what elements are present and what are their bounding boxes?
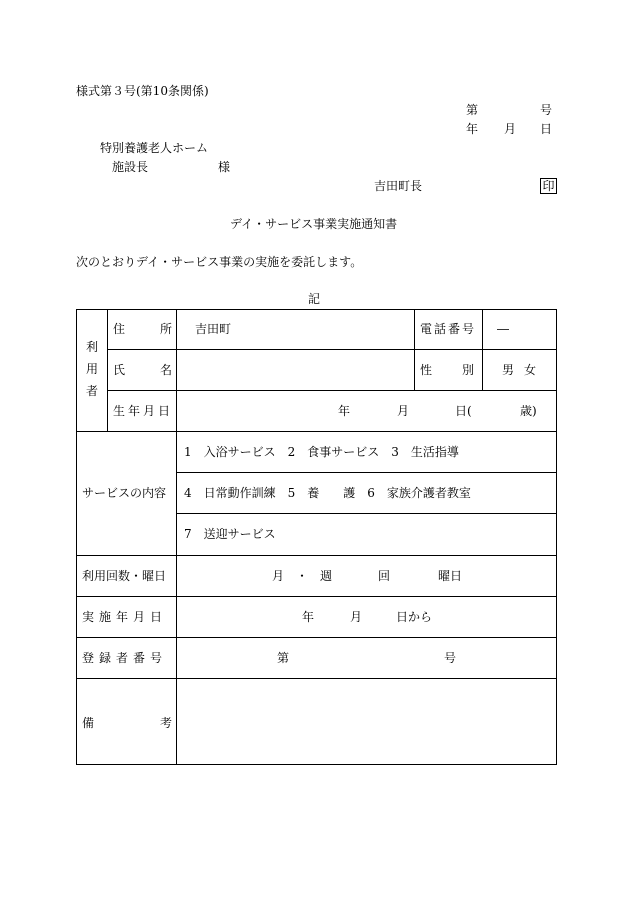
- usage-dot: ・: [296, 569, 309, 583]
- address-label-b: 所: [160, 322, 173, 336]
- birth-age: 歳): [520, 404, 537, 418]
- service-row-3: 7 送迎サービス: [184, 527, 276, 541]
- recipient-facility: 特別養護老人ホーム: [100, 141, 209, 155]
- phone-value: ―: [497, 322, 509, 336]
- form-number: 様式第３号(第10条関係): [76, 84, 209, 98]
- sex-label-a: 性: [420, 363, 433, 377]
- phone-label: 電話番号: [420, 322, 477, 336]
- name-label-b: 名: [160, 363, 173, 377]
- birth-label: 生年月日: [113, 404, 174, 418]
- birth-month: 月: [397, 404, 410, 418]
- address-value: 吉田町: [195, 322, 232, 336]
- usage-month: 月: [272, 569, 285, 583]
- date-month-label: 月: [504, 122, 517, 136]
- ki-label: 記: [308, 292, 321, 306]
- start-date-label: 実施年月日: [82, 610, 168, 624]
- usage-times: 回: [378, 569, 391, 583]
- form-table: [76, 309, 557, 765]
- document-title: デイ・サービス事業実施通知書: [230, 217, 398, 231]
- intro-text: 次のとおりデイ・サービス事業の実施を委託します。: [76, 255, 363, 269]
- user-group-label: 利 用 者: [85, 340, 98, 398]
- date-day-label: 日: [540, 122, 553, 136]
- start-day: 日から: [396, 610, 433, 624]
- doc-number-go: 号: [540, 103, 553, 117]
- address-label-a: 住: [113, 322, 126, 336]
- date-year-label: 年: [466, 122, 479, 136]
- service-row-2: 4 日常動作訓練 5 養 護 6 家族介護者教室: [184, 486, 471, 500]
- birth-day: 日(: [455, 404, 472, 418]
- recipient-honorific: 様: [218, 160, 231, 174]
- usage-weekday: 曜日: [438, 569, 463, 583]
- service-row-1: 1 入浴サービス 2 食事サービス 3 生活指導: [184, 445, 459, 459]
- start-month: 月: [350, 610, 363, 624]
- sender-name: 吉田町長: [374, 179, 423, 193]
- sex-option-male: 男: [502, 363, 515, 377]
- seal-mark: 印: [540, 178, 557, 194]
- name-label-a: 氏: [113, 363, 126, 377]
- usage-label: 利用回数・曜日: [82, 569, 167, 583]
- start-year: 年: [302, 610, 315, 624]
- registration-dai: 第: [277, 651, 290, 665]
- birth-year: 年: [338, 404, 351, 418]
- registration-go: 号: [444, 651, 457, 665]
- recipient-title: 施設長: [112, 160, 149, 174]
- usage-week: 週: [320, 569, 333, 583]
- remarks-label-a: 備: [82, 716, 95, 730]
- registration-label: 登録者番号: [82, 651, 168, 665]
- doc-number-dai: 第: [466, 103, 479, 117]
- remarks-label-b: 考: [160, 716, 173, 730]
- sex-label-b: 別: [462, 363, 475, 377]
- service-label: サービスの内容: [82, 486, 167, 500]
- sex-option-female: 女: [524, 363, 537, 377]
